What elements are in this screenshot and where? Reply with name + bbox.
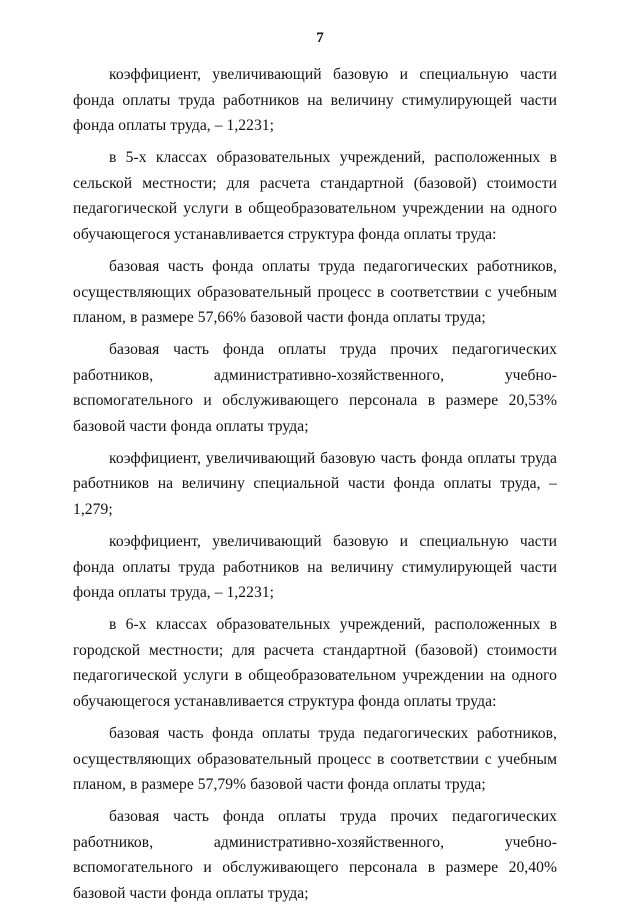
paragraph: коэффициент, увеличивающий базовую и специальную части фонда оплаты труда работников на величину стимулирующей части фонда оплаты труда, – 1,2231; xyxy=(73,66,557,135)
paragraph: коэффициент, увеличивающий базовую часть фонда оплаты труда работников на величину специальной части фонда оплаты труда, – 1,279; xyxy=(73,449,557,519)
paragraph: в 5-х классах образовательных учреждений, расположенных в сельской местности; для расчета стандартной (базовой) стоимости педагогической услуги в общеобразовательном учреждении на одного обучающегося устанавливается структура фонда оплаты труда: xyxy=(73,149,557,243)
paragraph: в 6-х классах образовательных учреждений, расположенных в городской местности; для расчета стандартной (базовой) стоимости педагогической услуги в общеобразовательном учреждении на одного обучающегося устанавливается структура фонда оплаты труда: xyxy=(73,616,557,710)
paragraph: базовая часть фонда оплаты труда педагогических работников, осуществляющих образовательный процесс в соответствии с учебным планом, в размере 57,79% базовой части фонда оплаты труда; xyxy=(73,724,557,794)
document-body xyxy=(73,62,557,913)
paragraph: базовая часть фонда оплаты труда прочих педагогических работников, административно-хозяйственного, учебно-вспомогательного и обслуживающего персонала в размере 20,40% базовой части фонда оплаты труда; xyxy=(73,808,557,902)
paragraph: базовая часть фонда оплаты труда прочих педагогических работников, административно-хозяйственного, учебно-вспомогательного и обслуживающего персонала в размере 20,53% базовой части фонда оплаты труда; xyxy=(73,341,557,435)
paragraph: базовая часть фонда оплаты труда педагогических работников, осуществляющих образовательный процесс в соответствии с учебным планом, в размере 57,66% базовой части фонда оплаты труда; xyxy=(73,257,557,327)
page-number: 7 xyxy=(316,30,324,46)
paragraph: коэффициент, увеличивающий базовую и специальную части фонда оплаты труда работников на величину стимулирующей части фонда оплаты труда, – 1,2231; xyxy=(73,533,557,602)
